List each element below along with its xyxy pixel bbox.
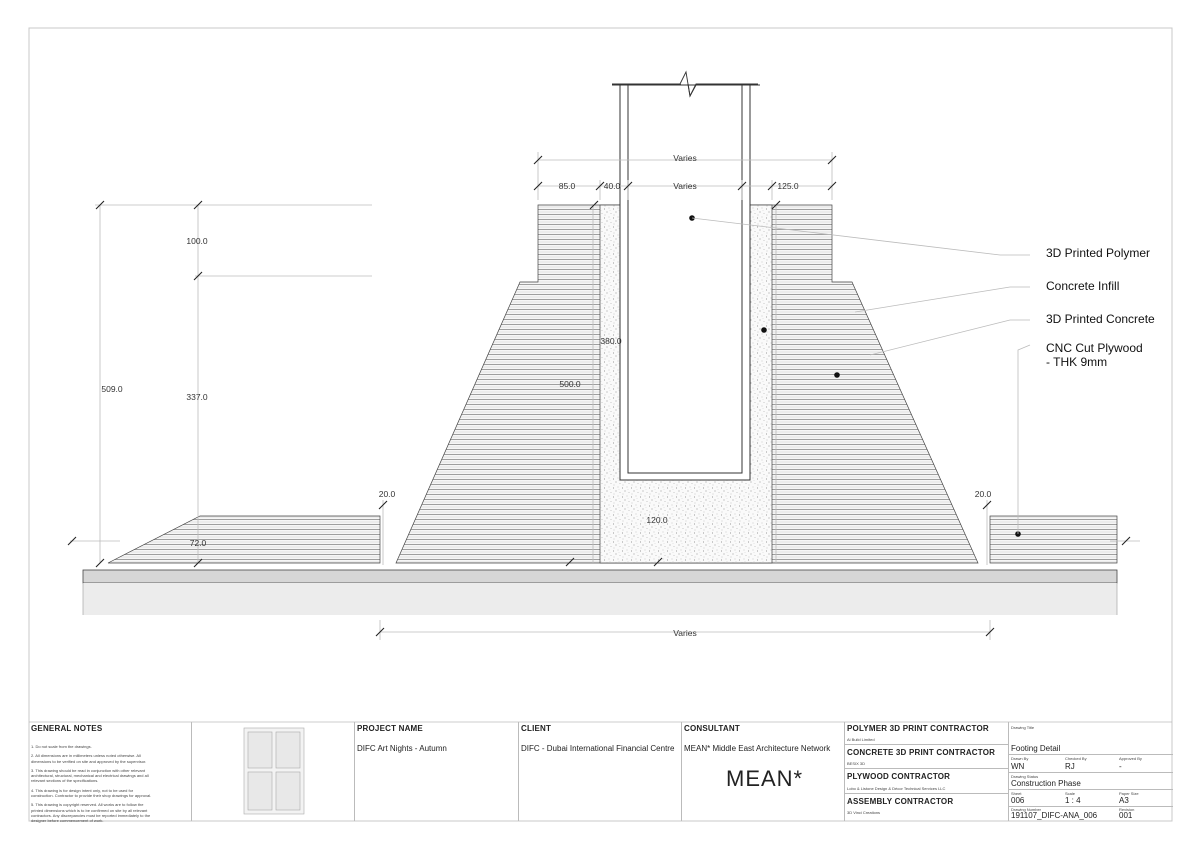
leader-concrete xyxy=(870,320,1030,355)
note-5c: contractors. Any discrepancies must be reported immediately to the xyxy=(31,812,151,818)
dim-120: 120.0 xyxy=(646,515,668,525)
revision-value: 001 xyxy=(1119,811,1133,820)
key-plan-panel xyxy=(191,722,354,821)
note-5d: designer before commencement of work. xyxy=(31,818,104,824)
drawing-number-value: 191107_DIFC-ANA_006 xyxy=(1011,811,1098,820)
drawing-title-value: Footing Detail xyxy=(1011,744,1061,753)
concrete-contractor-heading: CONCRETE 3D PRINT CONTRACTOR xyxy=(847,748,996,757)
break-mask xyxy=(608,60,768,84)
plywood-contractor-value: Lobo & Listone Design & Décor Technical Services LLC xyxy=(847,786,946,791)
drawn-by-value: WN xyxy=(1011,762,1025,771)
project-name-heading: PROJECT NAME xyxy=(357,724,423,733)
callout-plywood-1: CNC Cut Plywood xyxy=(1046,341,1143,355)
scale-label: Scale xyxy=(1065,791,1076,796)
infill-dot xyxy=(761,327,767,333)
note-1: 1. Do not scale from the drawings. xyxy=(31,744,92,749)
general-notes-heading: GENERAL NOTES xyxy=(31,724,103,733)
dim-varies-top: Varies xyxy=(673,153,697,163)
checked-by-value: RJ xyxy=(1065,762,1075,771)
dim-125: 125.0 xyxy=(777,181,799,191)
dim-509: 509.0 xyxy=(101,384,123,394)
revision-label: Revision xyxy=(1119,807,1135,812)
callout-infill: Concrete Infill xyxy=(1046,279,1120,293)
subgrade xyxy=(83,583,1117,615)
sheet-value: 006 xyxy=(1011,796,1025,805)
dim-varies-bottom: Varies xyxy=(673,628,697,638)
dim-40: 40.0 xyxy=(603,181,621,191)
drawing-status-value: Construction Phase xyxy=(1011,779,1081,788)
polymer-contractor-heading: POLYMER 3D PRINT CONTRACTOR xyxy=(847,724,989,733)
contractors-panel xyxy=(844,722,1008,821)
dim-337: 337.0 xyxy=(186,392,208,402)
consultant-heading: CONSULTANT xyxy=(684,724,740,733)
callout-concrete: 3D Printed Concrete xyxy=(1046,312,1155,326)
dim-100: 100.0 xyxy=(186,236,208,246)
client-value: DIFC - Dubai International Financial Centre xyxy=(521,744,675,753)
ground-slab xyxy=(83,570,1117,583)
general-notes-text xyxy=(31,744,191,824)
note-3b: architectural, structural, mechanical and electrical drawings and all xyxy=(31,773,149,779)
paper-size-value: A3 xyxy=(1119,796,1129,805)
project-name-panel xyxy=(354,722,518,821)
client-heading: CLIENT xyxy=(521,724,552,733)
drawing-info-panel xyxy=(1008,722,1172,821)
note-5a: 5. This drawing is copyright reserved. All works are to follow the xyxy=(31,802,144,808)
concrete-dot xyxy=(834,372,840,378)
mean-logo: MEAN* xyxy=(726,766,804,791)
project-name-value: DIFC Art Nights - Autumn xyxy=(357,744,447,753)
general-notes-panel xyxy=(29,722,191,824)
note-3c: relevant sections of the specifications. xyxy=(31,778,99,784)
dim-380: 380.0 xyxy=(600,336,622,346)
note-4a: 4. This drawing is for design intent only, not to be used for xyxy=(31,787,134,793)
consultant-value: MEAN* Middle East Architecture Network xyxy=(684,744,831,753)
note-4b: construction. Contractor to provide their shop drawings for approval. xyxy=(31,793,152,799)
dim-72: 72.0 xyxy=(189,538,207,548)
dim-85: 85.0 xyxy=(558,181,576,191)
paper-size-label: Paper Size xyxy=(1119,791,1139,796)
leader-infill xyxy=(855,287,1030,312)
assembly-contractor-heading: ASSEMBLY CONTRACTOR xyxy=(847,797,954,806)
sheet-label: Sheet xyxy=(1011,791,1022,796)
leader-plywood xyxy=(1018,345,1030,534)
consultant-panel xyxy=(681,722,844,821)
assembly-contractor-value: 3D Vinci Creations xyxy=(847,810,881,815)
dim-varies-mid: Varies xyxy=(673,181,697,191)
plywood-contractor-heading: PLYWOOD CONTRACTOR xyxy=(847,772,951,781)
note-2a: 2. All dimensions are in millimeters unless noted otherwise. All xyxy=(31,753,141,759)
scale-value: 1 : 4 xyxy=(1065,796,1081,805)
plywood-left-steps xyxy=(108,516,380,563)
callout-polymer: 3D Printed Polymer xyxy=(1046,246,1151,260)
dim-20-left: 20.0 xyxy=(378,489,396,499)
drawing-number-label: Drawing Number xyxy=(1011,807,1042,812)
callout-plywood-2: - THK 9mm xyxy=(1046,355,1108,369)
note-5b: printed dimensions which is to be confirmed on site by all relevant xyxy=(31,807,148,813)
dim-20-right: 20.0 xyxy=(974,489,992,499)
note-3a: 3. This drawing should be read in conjunction with other relevant xyxy=(31,767,145,773)
checked-by-label: Checked By xyxy=(1065,756,1087,761)
approved-by-value: - xyxy=(1119,762,1122,771)
drawn-by-label: Drawn By xyxy=(1011,756,1029,761)
polymer-column-inner xyxy=(628,85,742,473)
plywood-right-block xyxy=(990,516,1117,563)
drawing-title-label: Drawing Title xyxy=(1011,725,1035,730)
drawing-status-label: Drawing Status xyxy=(1011,774,1039,779)
note-2b: dimensions to be verified on site and approved by the supervisor. xyxy=(31,758,147,764)
approved-by-label: Approved By xyxy=(1119,756,1142,761)
polymer-contractor-value: Ai Build Limited xyxy=(847,737,875,742)
dim-500: 500.0 xyxy=(559,379,581,389)
concrete-contractor-value: BESIX 3D xyxy=(847,761,866,766)
client-panel xyxy=(518,722,681,821)
